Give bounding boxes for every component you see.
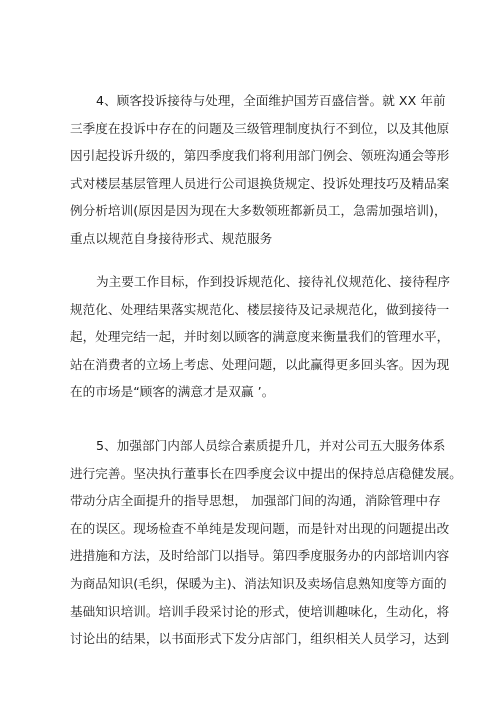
text-line: 因引起投诉升级的，第四季度我们将利用部门例会、领班沟通会等形 <box>70 148 450 164</box>
text-line: 在的市场是“顾客的满意才是双赢 ’。 <box>70 384 275 400</box>
text-line: 例分析培训(原因是因为现在大多数领班都新员工，急需加强培训)， <box>70 203 447 219</box>
text-line: 进行完善。坚决执行董事长在四季度会议中提出的保持总店稳健发展。 <box>70 465 462 481</box>
paragraph-work-goals <box>70 268 451 406</box>
paragraph-staff-training <box>70 432 462 653</box>
text-line: 5、加强部门内部人员综合素质提升几，并对公司五大服务体系 <box>96 438 446 453</box>
text-line: 起，处理完结一起，并时刻以顾客的满意度来衡量我们的管理水平， <box>70 329 450 345</box>
text-line: 重点以规范自身接待形式、规范服务 <box>70 230 273 246</box>
text-line: 为商品知识(毛织，保暖为主)、消法知识及卖场信息熟知度等方面的 <box>70 575 447 591</box>
text-line: 规范化、处理结果落实规范化、楼层接待及记录规范化，做到接待一 <box>70 301 450 317</box>
paragraph-complaint-handling <box>70 87 450 253</box>
text-line: 讨论出的结果，以书面形式下发分店部门，组织相关人员学习，达到 <box>70 631 450 647</box>
text-line: 站在消费者的立场上考虑、处理问题，以此赢得更多回头客。因为现 <box>70 356 450 372</box>
text-line: 在的误区。现场检查不单纯是发现问题，而是针对出现的问题提出改 <box>70 520 450 536</box>
text-line: 基础知识培训。培训手段采讨论的形式，使培训趣味化，生动化，将 <box>70 603 450 619</box>
text-line: 4、顾客投诉接待与处理，全面维护国芳百盛信誉。就 XX 年前 <box>96 93 446 108</box>
text-line: 带动分店全面提升的指导思想， 加强部门间的沟通，消除管理中存 <box>70 493 441 509</box>
text-line: 三季度在投诉中存在的问题及三级管理制度执行不到位，以及其他原 <box>70 120 450 136</box>
text-line: 为主要工作目标，作到投诉规范化、接待礼仪规范化、接待程序 <box>96 274 451 289</box>
text-line: 式对楼层基层管理人员进行公司退换货规定、投诉处理技巧及精品案 <box>70 175 450 191</box>
text-line: 进措施和方法，及时给部门以指导。第四季度服务办的内部培训内容 <box>70 548 450 564</box>
